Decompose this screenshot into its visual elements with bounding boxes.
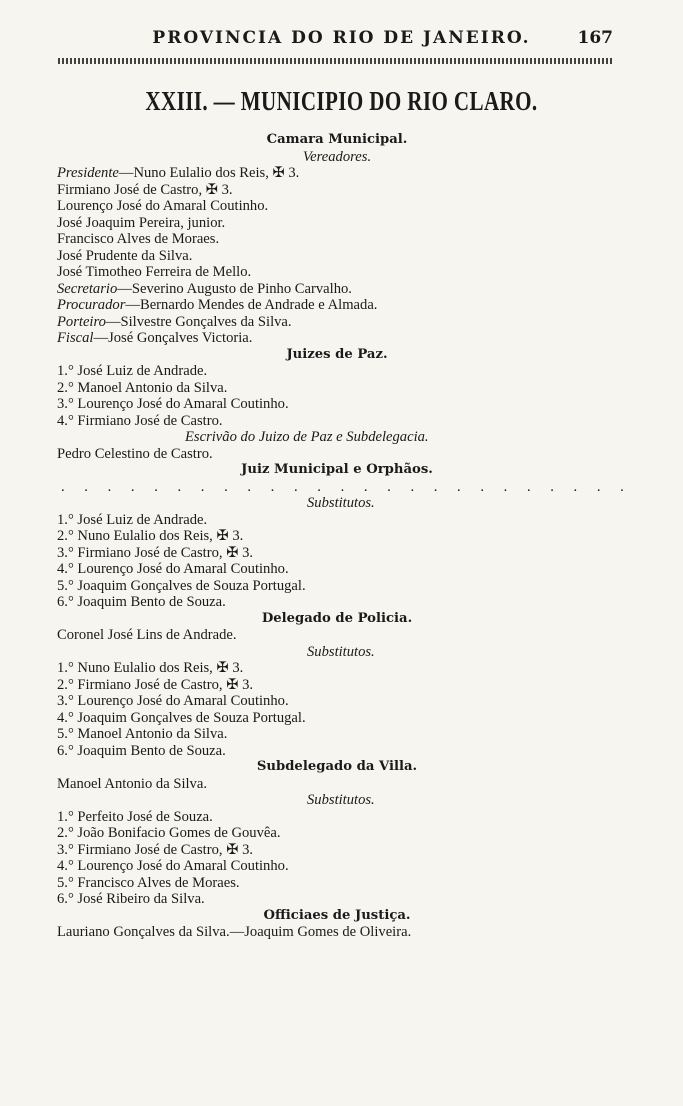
role-label: Porteiro [57,313,106,330]
subdelegado-list [57,809,617,908]
role-label: Procurador [57,297,126,313]
list-item [57,231,617,248]
list-item: 1.° José Luiz de Andrade. [57,511,208,528]
camara-list [57,165,617,347]
list-item: 3.° Firmiano José de Castro, ✠ 3. [57,544,254,561]
subheading-substitutos-delegado: Substitutos. [307,643,375,660]
juiz-municipal-list [57,512,617,611]
list-item [57,330,617,347]
list-item [57,314,617,331]
delegado-name: Coronel José Lins de Andrade. [57,627,237,643]
entry-text: José Joaquim Pereira, junior. [57,214,226,231]
decorative-rule [58,58,613,64]
list-item: 2.° Manoel Antonio da Silva. [57,379,228,396]
list-item [57,248,617,265]
entry-text: —Severino Augusto de Pinho Carvalho. [117,280,352,297]
escrivao-name: Pedro Celestino de Castro. [57,445,213,462]
entry-text: —Bernardo Mendes de Andrade e Almada. [125,297,378,313]
list-item: 5.° Manoel Antonio da Silva. [57,726,228,742]
officiaes-line: Lauriano Gonçalves da Silva.—Joaquim Gomes de Oliveira. [57,924,412,940]
subheading-vereadores: Vereadores. [302,148,372,165]
section-heading-juiz-municipal: Juiz Municipal e Orphãos. [241,462,433,477]
list-item: 3.° Lourenço José do Amaral Coutinho. [57,693,289,709]
list-item: 1.° José Luiz de Andrade. [57,363,208,379]
list-item [57,281,617,298]
subheading-substitutos-juiz: Substitutos. [307,495,375,511]
entry-text: —Nuno Eulalio dos Reis, ✠ 3. [118,165,300,181]
list-item [57,182,617,199]
running-head [0,28,683,54]
list-item: 4.° Lourenço José do Amaral Coutinho. [57,561,289,577]
entry-text: Francisco Alves de Moraes. [57,231,220,247]
role-label: Secretario [57,280,118,297]
section-heading-delegado: Delegado de Policia. [261,610,413,626]
list-item: 5.° Francisco Alves de Moraes. [57,874,240,891]
page-content [57,132,632,941]
role-label: Fiscal [57,330,94,346]
list-item: 3.° Firmiano José de Castro, ✠ 3. [57,841,254,858]
list-item: 4.° Firmiano José de Castro. [57,412,223,429]
list-item [57,215,617,232]
section-heading-officiaes: Officiaes de Justiça. [263,907,411,923]
list-item [57,297,617,314]
list-item: 2.° Firmiano José de Castro, ✠ 3. [57,676,254,693]
list-item: 2.° Nuno Eulalio dos Reis, ✠ 3. [57,528,244,544]
section-heading-subdelegado: Subdelegado da Villa. [256,759,418,774]
entry-text: Firmiano José de Castro, ✠ 3. [57,181,233,198]
list-item: 5.° Joaquim Gonçalves de Souza Portugal. [57,577,306,594]
subdelegado-name: Manoel Antonio da Silva. [57,775,207,792]
list-item: 6.° Joaquim Bento de Souza. [57,594,226,610]
section-heading-juizes-paz: Juizes de Paz. [286,346,388,362]
running-title: PROVINCIA DO RIO DE JANEIRO. [152,28,531,48]
list-item: 1.° Perfeito José de Souza. [57,808,213,825]
delegado-list [57,660,617,759]
entry-text: Lourenço José do Amaral Coutinho. [57,198,269,214]
dotted-placeholder: . . . . . . . . . . . . . . . . . . . . . . . . . [61,478,632,495]
list-item: 3.° Lourenço José do Amaral Coutinho. [57,396,289,412]
list-item: 1.° Nuno Eulalio dos Reis, ✠ 3. [57,660,244,676]
list-item: 4.° Joaquim Gonçalves de Souza Portugal. [57,709,306,726]
list-item [57,198,617,215]
entry-text: José Timotheo Ferreira de Mello. [57,264,252,280]
entry-text: —José Gonçalves Victoria. [93,330,253,346]
section-heading-camara: Camara Municipal. [266,132,408,147]
list-item [57,165,617,182]
list-item: 4.° Lourenço José do Amaral Coutinho. [57,858,289,874]
escrivao-heading: Escrivão do Juizo de Paz e Subdelegacia. [185,429,429,445]
list-item: 2.° João Bonifacio Gomes de Gouvêa. [57,825,281,841]
page-number: 167 [577,28,613,48]
juizes-paz-list [57,363,617,429]
list-item: 6.° Joaquim Bento de Souza. [57,742,226,759]
role-label: Presidente [57,165,119,181]
chapter-title: XXIII. — MUNICIPIO DO RIO CLARO. [145,86,538,116]
entry-text: José Prudente da Silva. [57,247,193,264]
list-item: 6.° José Ribeiro da Silva. [57,891,205,907]
entry-text: —Silvestre Gonçalves da Silva. [105,313,292,330]
list-item [57,264,617,281]
subheading-substitutos-subdelegado: Substitutos. [307,792,375,808]
